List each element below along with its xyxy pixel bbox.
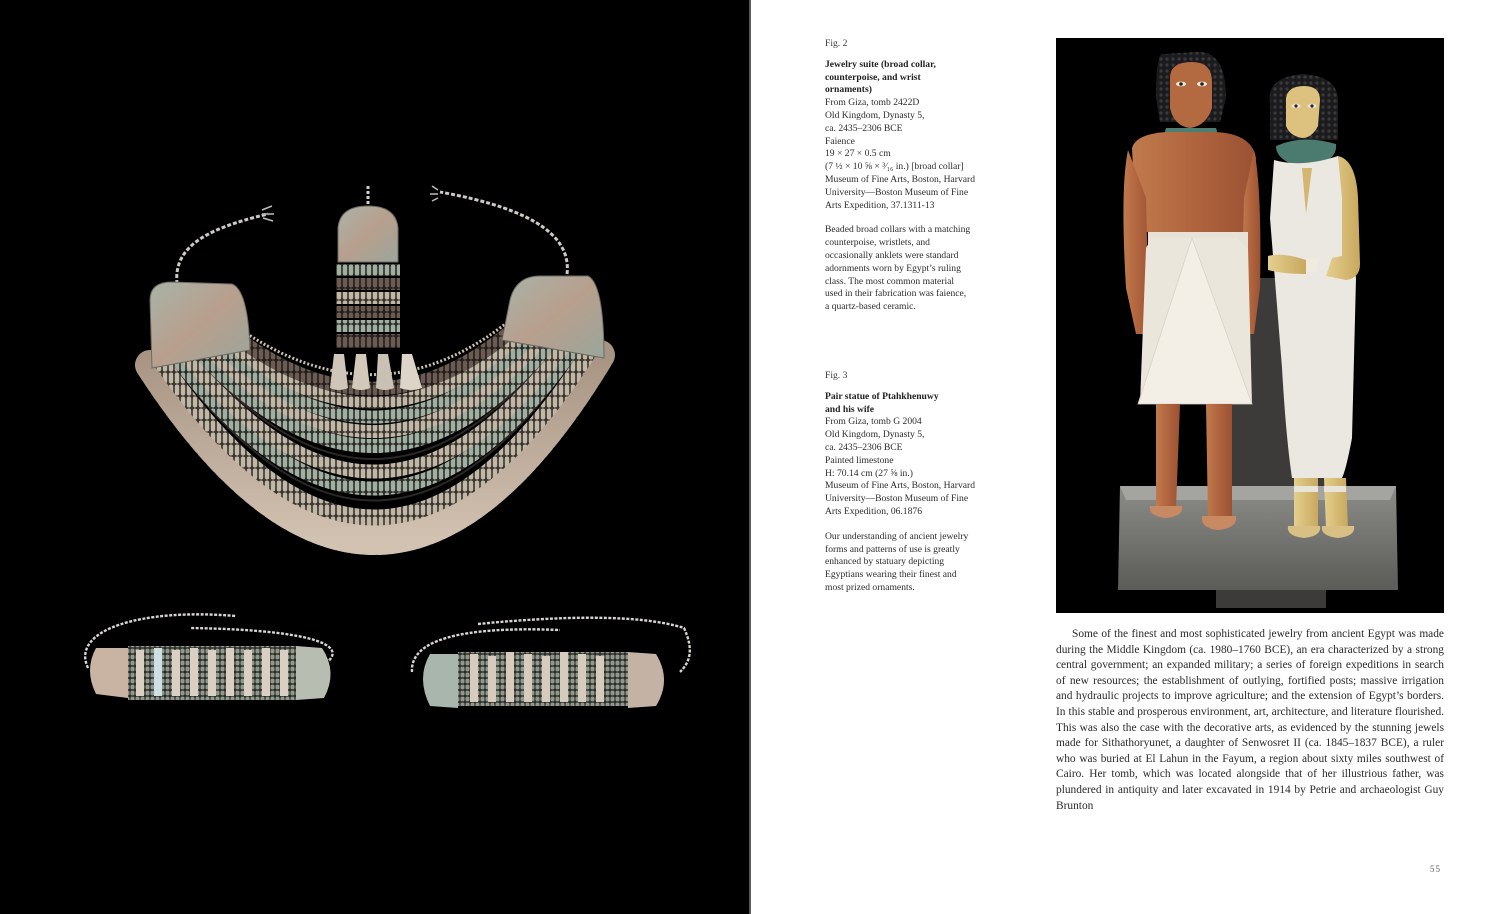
fig-3-note-line: Our understanding of ancient jewelry <box>825 530 969 542</box>
fig-2-title-line: counterpoise, and wrist <box>825 71 921 83</box>
fig-3-note-line: most prized ornaments. <box>825 581 915 593</box>
body-paragraph: Some of the finest and most sophisticated jewelry from ancient Egypt was made during the Middle Kingdom (ca. 1980–1760 BCE), an era characterized by a strong central government; an expanded military; a series of foreign expeditions in search of new resources; the establishment of outlying, fortified posts; massive irrigation and hydraulic projects to improve agriculture; and the extension of Egypt’s borders. In this stable and prosperous environment, art, architecture, and literature flourished. This was also the case with the decorative arts, as evidenced by the stunning jewels made for Sithathoryunet, a daughter of Senwosret II (ca. 1845–1837 BCE), a ruler who was buried at El Lahun in the Fayum, a region about sixty miles southwest of Cairo. Her tomb, which was located alongside that of her illustrious father, was plundered in antiquity and later excavated in 1914 by Petrie and archaeologist Guy Brunton <box>1056 628 1444 812</box>
jewelry-suite-image <box>0 0 749 914</box>
fig-2-note-line: a quartz-based ceramic. <box>825 301 916 313</box>
fig-3-detail-line: Museum of Fine Arts, Boston, Harvard <box>825 480 976 492</box>
fig-3-label: Fig. 3 <box>825 370 848 381</box>
fig-2-label: Fig. 2 <box>825 38 848 49</box>
fig-3-title-line: Pair statue of Ptahkhenuwy <box>825 390 939 402</box>
fig-3-note-line: enhanced by statuary depicting <box>825 556 945 568</box>
fig-3-detail-line: University—Boston Museum of Fine <box>825 493 969 505</box>
fig-2-note-line: Beaded broad collars with a matching <box>825 224 971 236</box>
fig-2-detail-line: (7 ½ × 10 ⅝ × ³⁄₁₆ in.) [broad collar] <box>825 161 964 173</box>
pair-statue-illustration <box>1056 38 1444 613</box>
fig-2-title-line: ornaments) <box>825 84 872 96</box>
fig-2-note-line: class. The most common material <box>825 275 955 287</box>
fig-3-note <box>825 531 995 595</box>
fig-3-detail-line: Old Kingdom, Dynasty 5, <box>825 429 925 441</box>
fig-2-detail-line: Old Kingdom, Dynasty 5, <box>825 109 925 121</box>
fig-2-note <box>825 224 995 314</box>
fig-2-note-line: occasionally anklets were standard <box>825 249 959 261</box>
fig-3-detail-line: H: 70.14 cm (27 ⅝ in.) <box>825 467 913 479</box>
caption-fig-2 <box>825 38 995 336</box>
fig-3-detail-line: Painted limestone <box>825 454 894 466</box>
left-page-photo <box>0 0 749 914</box>
fig-2-detail-line: Museum of Fine Arts, Boston, Harvard <box>825 173 976 185</box>
fig-3-detail-line: Arts Expedition, 06.1876 <box>825 505 922 517</box>
fig-2-title-line: Jewelry suite (broad collar, <box>825 58 936 70</box>
fig-3-note-line: forms and patterns of use is greatly <box>825 543 960 555</box>
fig-2-detail-line: University—Boston Museum of Fine <box>825 186 969 198</box>
fig-2-note-line: counterpoise, wristlets, and <box>825 237 930 249</box>
fig-3-note-line: Egyptians wearing their finest and <box>825 569 957 581</box>
pair-statue-image <box>1056 38 1444 613</box>
fig-3-detail-line: ca. 2435–2306 BCE <box>825 441 903 453</box>
fig-2-details <box>825 59 995 213</box>
counterpoise <box>330 186 422 390</box>
wrist-ornament-left <box>85 614 332 700</box>
fig-2-detail-line: Faience <box>825 135 855 147</box>
fig-3-title-line: and his wife <box>825 403 875 415</box>
fig-2-note-line: adornments worn by Egypt’s ruling <box>825 262 961 274</box>
page-number: 55 <box>1430 864 1441 874</box>
fig-2-detail-line: Arts Expedition, 37.1311-13 <box>825 199 935 211</box>
fig-2-detail-line: From Giza, tomb 2422D <box>825 97 920 109</box>
wrist-ornament-right <box>412 618 690 708</box>
fig-2-note-line: used in their fabrication was faience, <box>825 288 967 300</box>
fig-3-details <box>825 391 995 519</box>
caption-fig-3 <box>825 370 995 617</box>
fig-2-detail-line: 19 × 27 × 0.5 cm <box>825 148 891 160</box>
fig-3-detail-line: From Giza, tomb G 2004 <box>825 416 922 428</box>
fig-2-detail-line: ca. 2435–2306 BCE <box>825 122 903 134</box>
